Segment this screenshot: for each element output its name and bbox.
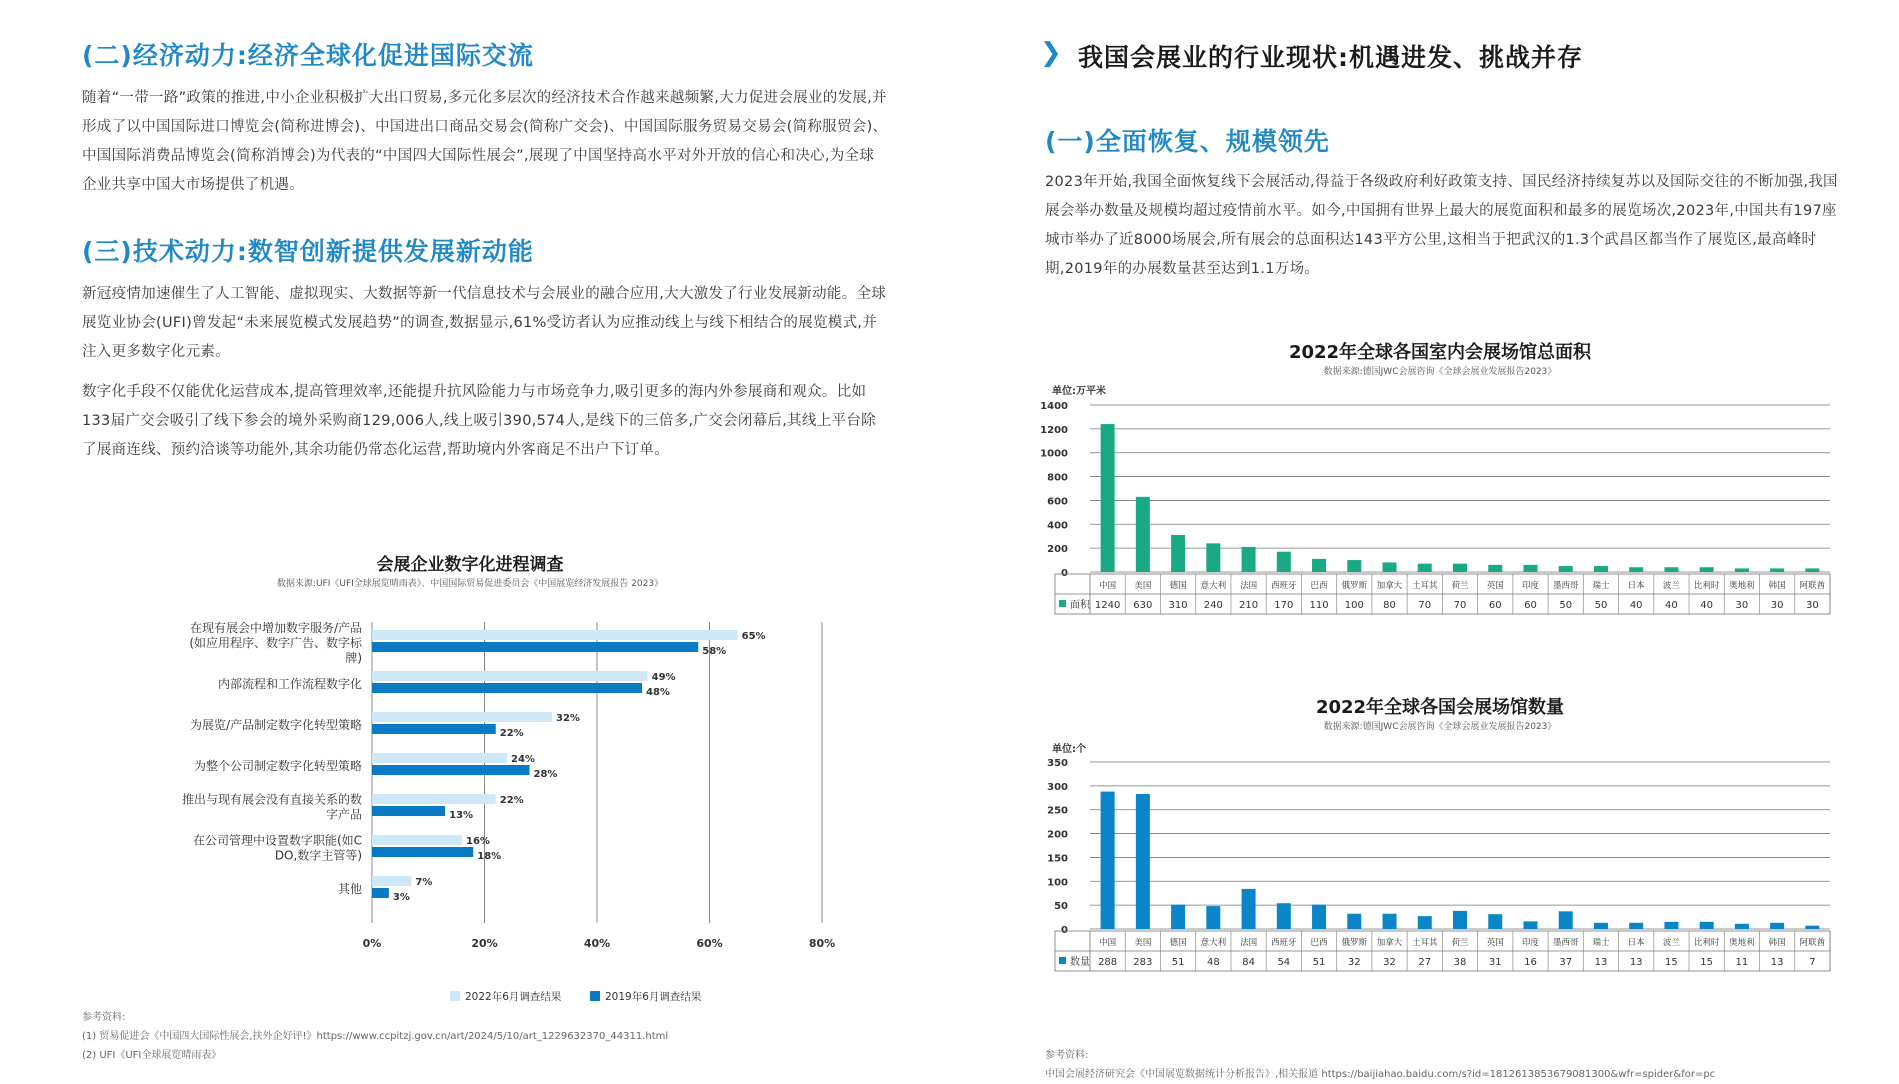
x-category-label: 土耳其: [1412, 938, 1438, 948]
table-value-label: 630: [1133, 600, 1153, 611]
x-category-label: 俄罗斯: [1341, 938, 1368, 948]
y-tick-label: 0: [1061, 925, 1068, 936]
bar: [1488, 565, 1502, 572]
paragraph-economic: 随着“一带一路”政策的推进,中小企业积极扩大出口贸易,多元化多层次的经济技术合作越来越频繁,大力促进会展业的发展,并形成了以中国国际进口博览会(简称进博会)、中国进出口商品交易会(简称广交会)、中国国际服务贸易交易会(简称服贸会)、中国国际消费品博览会(简称消博会)为代表的“中国四大国际性展会”,展现了中国坚持高水平对外开放的信心和决心,为全球企业共享中国大市场提供了机遇。: [82, 90, 888, 193]
bar: [1523, 921, 1537, 929]
x-tick-label: 20%: [471, 937, 498, 950]
table-value-label: 50: [1559, 600, 1573, 611]
category-label: 在公司管理中设置数字职能(如C: [192, 833, 362, 848]
bar: [1700, 567, 1714, 572]
bar: [1383, 562, 1397, 572]
section-heading-economic: (二)经济动力:经济全球化促进国际交流: [82, 41, 534, 70]
legend-label-2019: 2019年6月调查结果: [605, 991, 702, 1003]
x-category-label: 奥地利: [1729, 938, 1755, 948]
table-value-label: 51: [1312, 957, 1326, 968]
x-category-label: 美国: [1134, 581, 1152, 591]
table-value-label: 310: [1168, 600, 1188, 611]
x-category-label: 俄罗斯: [1341, 581, 1368, 591]
left-reference-item: (1) 贸易促进会《中国四大国际性展会,扶外企好评!》https://www.ccpitzj.gov.cn/art/2024/5/10/art_1229632370_44311.html: [82, 1031, 669, 1042]
bar-2022: [372, 835, 462, 845]
bar: [1594, 566, 1608, 572]
y-tick-label: 1000: [1040, 448, 1068, 460]
right-references-heading: 参考资料:: [1045, 1050, 1089, 1061]
left-reference-item: (2) UFI《UFI全球展览晴雨表》: [82, 1050, 222, 1061]
bar: [1101, 792, 1115, 929]
x-category-label: 波兰: [1662, 581, 1680, 591]
table-value-label: 16: [1524, 957, 1537, 968]
y-tick-label: 1200: [1040, 424, 1068, 436]
table-value-label: 38: [1453, 957, 1467, 968]
data-label-2019: 22%: [499, 728, 524, 739]
x-category-label: 德国: [1169, 581, 1187, 591]
bar: [1277, 903, 1291, 929]
x-category-label: 美国: [1134, 938, 1152, 948]
series-name-label: 数量: [1070, 957, 1090, 968]
x-category-label: 墨西哥: [1552, 938, 1579, 948]
bar-2022: [372, 630, 738, 640]
table-value-label: 48: [1206, 957, 1220, 968]
right-reference-item: 中国会展经济研究会《中国展览数据统计分析报告》,相关报道 https://baijiahao.baidu.com/s?id=1812613853679081300&wfr=spider&for=pc: [1045, 1069, 1716, 1080]
bar: [1206, 543, 1220, 572]
y-tick-label: 350: [1047, 758, 1068, 769]
bar-2019: [372, 642, 698, 652]
bar: [1206, 906, 1220, 929]
table-value-label: 37: [1559, 957, 1573, 968]
x-category-label: 日本: [1627, 938, 1645, 948]
y-tick-label: 300: [1047, 781, 1068, 793]
x-category-label: 中国: [1099, 938, 1117, 948]
bar: [1559, 911, 1573, 929]
table-value-label: 70: [1418, 600, 1432, 611]
bar-2022: [372, 753, 507, 763]
bar-2022: [372, 712, 552, 722]
venue-area-bar-chart: [1040, 395, 1840, 625]
table-value-label: 40: [1665, 600, 1678, 611]
chart-unit-venue-area: 单位:万平米: [1052, 386, 1106, 397]
series-name-label: 面积: [1070, 600, 1090, 611]
bar: [1770, 923, 1784, 929]
bar: [1805, 568, 1819, 572]
data-label-2022: 16%: [466, 836, 490, 847]
bar-2022: [372, 876, 411, 886]
legend-label-2022: 2022年6月调查结果: [465, 991, 562, 1003]
x-category-label: 阿联酋: [1799, 938, 1826, 948]
data-label-2022: 7%: [415, 877, 433, 888]
bar: [1664, 567, 1678, 572]
category-label: 在现有展会中增加数字服务/产品: [189, 621, 362, 635]
table-value-label: 13: [1770, 957, 1784, 968]
bar: [1242, 889, 1256, 929]
bar: [1735, 568, 1749, 572]
x-category-label: 中国: [1099, 581, 1117, 591]
bar: [1312, 905, 1326, 929]
x-category-label: 巴西: [1310, 938, 1328, 948]
chart-source-digital-survey: 数据来源:UFI《UFI全球展览晴雨表》、中国国际贸易促进委员会《中国展览经济发展报告 2023》: [276, 579, 664, 589]
x-category-label: 瑞士: [1592, 581, 1610, 591]
x-category-label: 韩国: [1768, 581, 1786, 591]
table-value-label: 283: [1133, 957, 1153, 968]
x-category-label: 法国: [1240, 581, 1258, 591]
y-tick-label: 800: [1047, 472, 1068, 484]
x-category-label: 瑞士: [1592, 938, 1610, 948]
data-label-2019: 28%: [533, 769, 558, 780]
chart-unit-venue-count: 单位:个: [1052, 744, 1086, 755]
x-category-label: 奥地利: [1729, 581, 1755, 591]
data-label-2019: 48%: [646, 687, 670, 698]
x-category-label: 法国: [1240, 938, 1258, 948]
x-category-label: 印度: [1521, 938, 1539, 948]
category-label: 内部流程和工作流程数字化: [217, 677, 362, 691]
bar: [1664, 922, 1678, 929]
bar: [1488, 914, 1502, 929]
right-references: [1045, 1046, 1715, 1084]
bar: [1770, 568, 1784, 572]
x-category-label: 日本: [1627, 581, 1645, 591]
bar: [1101, 424, 1115, 572]
table-value-label: 13: [1629, 957, 1643, 968]
table-value-label: 30: [1770, 600, 1784, 611]
x-tick-label: 60%: [696, 937, 723, 950]
bar: [1735, 924, 1749, 929]
sub-heading-recovery: (一)全面恢复、规模领先: [1045, 127, 1330, 156]
bar-2019: [372, 888, 389, 898]
bar: [1136, 794, 1150, 929]
bar: [1805, 926, 1819, 929]
data-label-2022: 32%: [556, 713, 580, 724]
table-value-label: 210: [1239, 600, 1259, 611]
x-category-label: 土耳其: [1412, 581, 1438, 591]
table-value-label: 80: [1383, 600, 1396, 611]
category-label: 推出与现有展会没有直接关系的数: [181, 792, 362, 807]
bar: [1418, 564, 1432, 572]
category-label: DO,数字主管等): [274, 848, 362, 863]
bar: [1700, 922, 1714, 929]
paragraph-technology-1: 新冠疫情加速催生了人工智能、虚拟现实、大数据等新一代信息技术与会展业的融合应用,大大激发了行业发展新动能。全球展览业协会(UFI)曾发起“未来展览模式发展趋势”的调查,数据显示,61%受访者认为应推动线上与线下相结合的展览模式,并注入更多数字化元素。: [82, 286, 887, 360]
x-category-label: 荷兰: [1451, 938, 1469, 948]
bar: [1594, 923, 1608, 929]
bar: [1523, 565, 1537, 572]
x-category-label: 西班牙: [1271, 581, 1297, 591]
category-label: 字产品: [325, 807, 362, 822]
paragraph-technology-2: 数字化手段不仅能优化运营成本,提高管理效率,还能提升抗风险能力与市场竞争力,吸引更多的海内外参展商和观众。比如133届广交会吸引了线下参会的境外采购商129,006人,线上吸引390,574人,是线下的三倍多,广交会闭幕后,其线上平台除了展商连线、预约洽谈等功能外,其余功能仍常态化运营,帮助境内外客商足不出户下订单。: [82, 384, 876, 458]
y-tick-label: 200: [1047, 829, 1068, 841]
table-value-label: 100: [1344, 600, 1364, 611]
table-value-label: 31: [1488, 957, 1502, 968]
bar: [1418, 916, 1432, 929]
table-value-label: 54: [1277, 957, 1291, 968]
table-value-label: 27: [1418, 957, 1432, 968]
table-value-label: 11: [1735, 957, 1749, 968]
bar: [1347, 560, 1361, 572]
bar: [1171, 905, 1185, 929]
left-references: [82, 1008, 668, 1065]
x-category-label: 英国: [1486, 938, 1504, 948]
chart-source-venue-count: 数据来源:德国JWC会展咨询《全球会展业发展报告2023》: [1323, 722, 1557, 732]
table-value-label: 40: [1629, 600, 1643, 611]
table-value-label: 51: [1171, 957, 1185, 968]
data-label-2019: 58%: [702, 646, 727, 657]
bar-2019: [372, 683, 642, 693]
table-value-label: 60: [1524, 600, 1537, 611]
table-value-label: 84: [1242, 957, 1255, 968]
venue-count-bar-chart: [1040, 752, 1840, 992]
x-category-label: 比利时: [1693, 581, 1720, 591]
data-label-2019: 3%: [392, 892, 410, 903]
bar: [1277, 552, 1291, 572]
data-label-2022: 24%: [511, 754, 535, 765]
chart-source-venue-area: 数据来源:德国JWC会展咨询《全球会展业发展报告2023》: [1323, 367, 1557, 377]
bar: [1453, 911, 1467, 929]
y-tick-label: 600: [1047, 496, 1068, 508]
bar: [1629, 567, 1643, 572]
table-value-label: 70: [1453, 600, 1467, 611]
table-value-label: 170: [1274, 600, 1294, 611]
paragraph-recovery: 2023年开始,我国全面恢复线下会展活动,得益于各级政府利好政策支持、国民经济持续复苏以及国际交往的不断加强,我国展会举办数量及规模均超过疫情前水平。如今,中国拥有世界上最大的展览面积和最多的展览场次,2023年,中国共有197座城市举办了近8000场展会,所有展会的总面积达143平方公里,这相当于把武汉的1.3个武昌区都当作了展览区,最高峰时期,2019年的办展数量甚至达到1.1万场。: [1045, 174, 1838, 277]
x-category-label: 加拿大: [1376, 581, 1403, 591]
category-label: 牌): [345, 651, 362, 665]
y-tick-label: 150: [1047, 853, 1068, 865]
x-category-label: 荷兰: [1451, 581, 1469, 591]
x-category-label: 意大利: [1200, 938, 1227, 948]
table-value-label: 240: [1203, 600, 1223, 611]
bar-2019: [372, 847, 473, 857]
bar: [1453, 564, 1467, 572]
x-category-label: 墨西哥: [1552, 581, 1579, 591]
y-tick-label: 250: [1047, 805, 1068, 817]
x-category-label: 巴西: [1310, 581, 1328, 591]
y-tick-label: 400: [1047, 520, 1068, 532]
section-title-industry-status: 我国会展业的行业现状:机遇进发、挑战并存: [1078, 43, 1583, 72]
legend-swatch-2019: [590, 991, 600, 1001]
table-value-label: 30: [1806, 600, 1819, 611]
y-tick-label: 50: [1054, 901, 1068, 913]
category-label: 为整个公司制定数字化转型策略: [193, 759, 362, 773]
table-value-label: 32: [1347, 957, 1361, 968]
chevron-right-icon: ❯: [1040, 38, 1062, 68]
data-label-2022: 22%: [499, 795, 524, 806]
x-category-label: 波兰: [1662, 938, 1680, 948]
data-label-2019: 13%: [449, 810, 474, 821]
digital-survey-bar-chart: [60, 600, 860, 1010]
x-tick-label: 40%: [583, 937, 611, 950]
x-category-label: 印度: [1521, 581, 1539, 591]
x-category-label: 韩国: [1768, 938, 1786, 948]
x-category-label: 加拿大: [1376, 938, 1403, 948]
table-value-label: 60: [1488, 600, 1502, 611]
bar-2019: [372, 724, 496, 734]
y-tick-label: 0: [1061, 568, 1068, 579]
legend-swatch: [1059, 957, 1066, 964]
bar-2022: [372, 794, 496, 804]
bar: [1171, 535, 1185, 572]
left-references-heading: 参考资料:: [82, 1012, 126, 1023]
table-value-label: 13: [1594, 957, 1608, 968]
data-label-2022: 49%: [651, 672, 676, 683]
bar: [1312, 559, 1326, 572]
bar: [1559, 566, 1573, 572]
category-label: 为展览/产品制定数字化转型策略: [189, 718, 362, 732]
chart-title-digital-survey: 会展企业数字化进程调查: [376, 555, 564, 575]
table-value-label: 30: [1735, 600, 1749, 611]
bar-2019: [372, 806, 445, 816]
category-label: (如应用程序、数字广告、数字标: [189, 636, 362, 650]
category-label: 其他: [337, 882, 362, 896]
legend-swatch-2022: [450, 991, 460, 1001]
y-tick-label: 1400: [1040, 401, 1068, 412]
legend-swatch: [1059, 600, 1066, 607]
x-tick-label: 0%: [362, 937, 382, 950]
chart-title-venue-area: 2022年全球各国室内会展场馆总面积: [1288, 342, 1592, 363]
x-category-label: 意大利: [1200, 581, 1227, 591]
bar: [1242, 547, 1256, 572]
y-tick-label: 200: [1047, 544, 1068, 556]
table-value-label: 40: [1700, 600, 1714, 611]
bar: [1629, 923, 1643, 929]
table-value-label: 15: [1665, 957, 1678, 968]
section-heading-technology: (三)技术动力:数智创新提供发展新动能: [82, 237, 534, 266]
table-value-label: 288: [1098, 957, 1118, 968]
chart-title-venue-count: 2022年全球各国会展场馆数量: [1315, 697, 1565, 718]
y-tick-label: 100: [1047, 877, 1068, 889]
bar: [1136, 497, 1150, 572]
bar-2019: [372, 765, 530, 775]
x-category-label: 德国: [1169, 938, 1187, 948]
table-value-label: 1240: [1094, 600, 1121, 611]
x-category-label: 西班牙: [1271, 938, 1297, 948]
x-category-label: 阿联酋: [1799, 581, 1826, 591]
table-value-label: 32: [1383, 957, 1396, 968]
table-value-label: 110: [1309, 600, 1329, 611]
bar: [1383, 914, 1397, 929]
data-label-2019: 18%: [477, 851, 502, 862]
table-value-label: 50: [1594, 600, 1608, 611]
x-category-label: 比利时: [1693, 938, 1720, 948]
data-label-2022: 65%: [741, 631, 766, 642]
table-value-label: 15: [1700, 957, 1714, 968]
x-tick-label: 80%: [808, 937, 836, 950]
x-category-label: 英国: [1486, 581, 1504, 591]
table-value-label: 7: [1809, 957, 1816, 968]
bar-2022: [372, 671, 648, 681]
bar: [1347, 914, 1361, 929]
